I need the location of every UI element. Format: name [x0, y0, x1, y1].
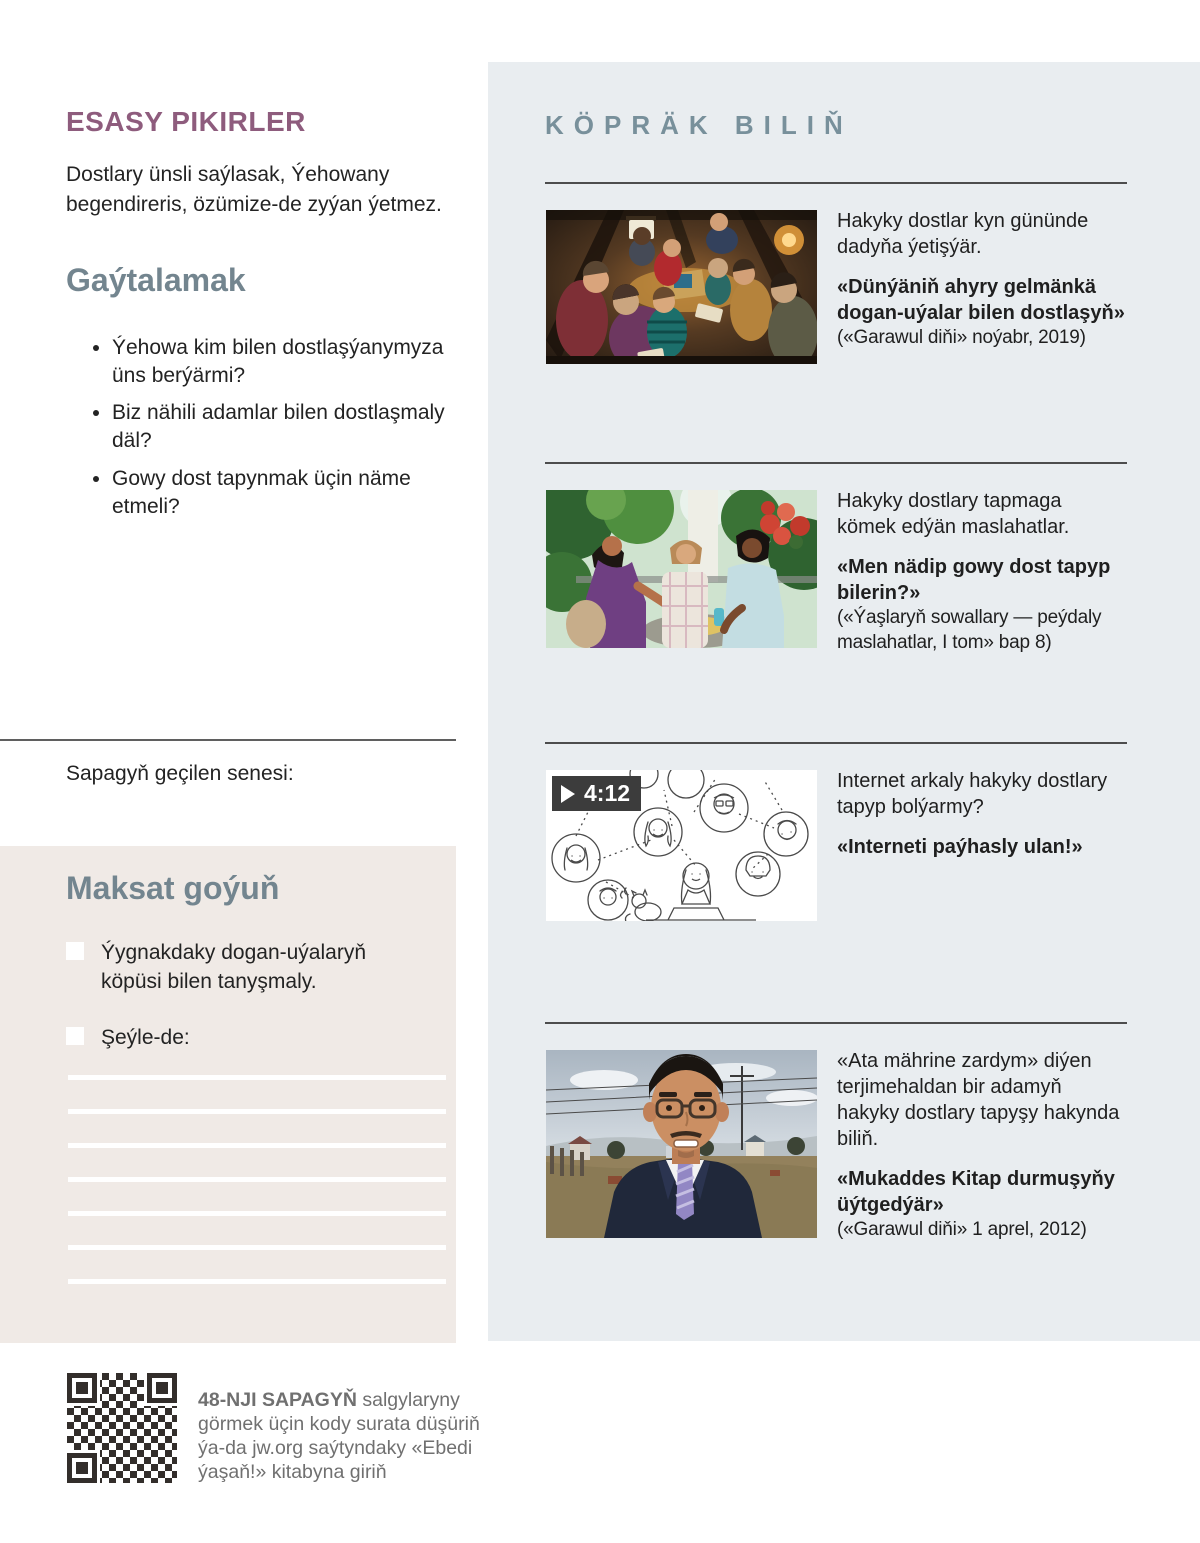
goal-item-label: Şeýle-de:	[101, 1026, 190, 1049]
attic-group-illustration	[546, 210, 817, 364]
publication-citation: («Ýaşlaryň sowallary — peýdaly maslahatlar, I tom» bap 8)	[837, 607, 1102, 653]
video-title-link[interactable]: «Interneti paýhasly ulan!»	[837, 836, 1083, 858]
page-title: ESASY PIKIRLER	[66, 106, 306, 137]
media-description: Internet arkaly hakyky dostlary tapyp bolýarmy?	[837, 770, 1108, 818]
review-heading: Gaýtalamak	[66, 262, 246, 298]
publication-citation: («Garawul diňi» noýabr, 2019)	[837, 327, 1086, 348]
media-description: Hakyky dostlar kyn gününde dadyňa ýetişýär.	[837, 210, 1089, 258]
writing-line	[68, 1143, 446, 1148]
writing-line	[68, 1245, 446, 1250]
writing-line	[68, 1109, 446, 1114]
lesson-date-label: Sapagyň geçilen senesi:	[66, 762, 294, 785]
media-row	[545, 182, 1127, 462]
goal-panel	[0, 846, 456, 1343]
goal-notes-field[interactable]	[0, 846, 456, 1343]
goal-item-label: Ýygnakdaky dogan-uýalaryň köpüsi bilen tanyşmaly.	[101, 941, 367, 993]
review-question-list	[92, 334, 458, 530]
writing-line	[68, 1279, 446, 1284]
review-question: • Biz nähili adamlar bilen dostlaşmaly däl?	[112, 399, 458, 454]
lesson-number: 48-NJI SAPAGYŇ	[198, 1389, 357, 1411]
writing-line	[68, 1075, 446, 1080]
three-friends-illustration	[546, 490, 817, 648]
review-question: • Ýehowa kim bilen dostlaşýanymyza üns berýärmi?	[112, 334, 458, 389]
publication-title-link[interactable]: «Mukaddes Kitap durmuşyňy üýtgedýär»	[837, 1168, 1115, 1216]
writing-line	[68, 1211, 446, 1216]
three-friends-photo[interactable]	[546, 490, 817, 648]
qr-block	[67, 1373, 498, 1485]
divider	[0, 739, 456, 741]
publication-title-link[interactable]: «Dünýäniň ahyry gelmänkä dogan-uýalar bilen dostlaşyň»	[837, 276, 1125, 324]
play-icon	[561, 785, 575, 803]
man-portrait-illustration	[546, 1050, 817, 1238]
media-row	[545, 462, 1127, 742]
review-question: • Gowy dost tapynmak üçin näme etmeli?	[112, 465, 458, 520]
qr-instructions-text: salgylaryny görmek üçin kody surata düşüriň ýa-da jw.org saýtyndaky «Ebedi ýaşaň!» kitabyna giriň	[198, 1389, 480, 1483]
video-duration: 4:12	[584, 780, 631, 806]
media-row	[545, 742, 1127, 1022]
media-row	[545, 1022, 1127, 1302]
media-description: «Ata mährine zardym» diýen terjimehaldan bir adamyň hakyky dostlary tapyşy hakynda biliň.	[837, 1050, 1120, 1150]
media-description: Hakyky dostlary tapmaga kömek edýän maslahatlar.	[837, 490, 1070, 538]
video-duration-badge	[552, 776, 641, 811]
online-friends-video-thumbnail[interactable]	[546, 770, 817, 921]
learn-more-panel	[488, 62, 1200, 1341]
attic-group-photo[interactable]	[546, 210, 817, 364]
qr-instructions	[198, 1373, 498, 1485]
man-portrait-photo[interactable]	[546, 1050, 817, 1238]
qr-finder-icon	[147, 1373, 177, 1403]
writing-line	[68, 1177, 446, 1182]
goal-heading: Maksat goýuň	[66, 870, 280, 906]
qr-finder-icon	[67, 1373, 97, 1403]
qr-finder-icon	[67, 1453, 97, 1483]
intro-text: Dostlary ünsli saýlasak, Ýehowany begendireris, özümize-de zyýan ýetmez.	[66, 163, 442, 217]
qr-code	[67, 1373, 177, 1483]
publication-title-link[interactable]: «Men nädip gowy dost tapyp bilerin?»	[837, 556, 1111, 604]
publication-citation: («Garawul diňi» 1 aprel, 2012)	[837, 1219, 1087, 1240]
learn-more-heading: KÖPRÄK BILIŇ	[545, 110, 853, 140]
